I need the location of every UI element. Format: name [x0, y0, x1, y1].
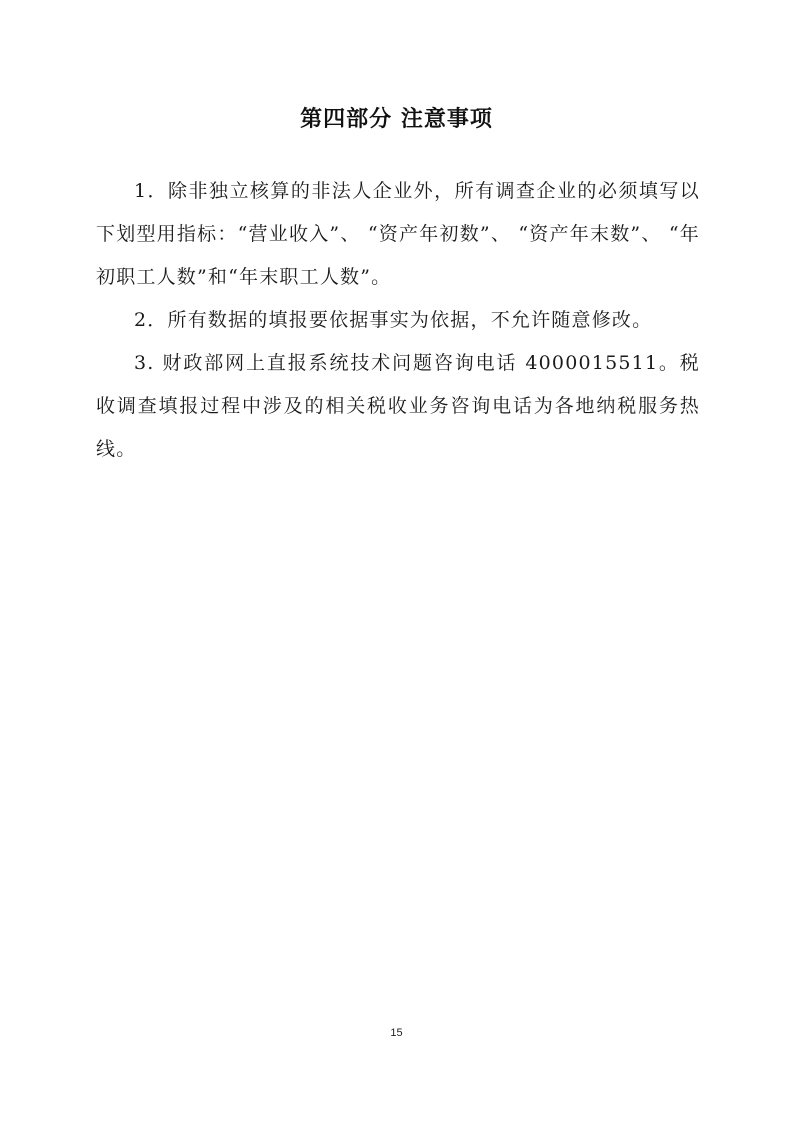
- page-title: 第四部分 注意事项: [300, 107, 493, 132]
- note-item-1: 1．除非独立核算的非法人企业外，所有调查企业的必须填写以下划型用指标：“营业收入”、 “资产年初数”、 “资产年末数”、 “年初职工人数”和“年末职工人数”。: [96, 180, 700, 288]
- page-number: 15: [390, 1027, 403, 1039]
- note-item-2: 2．所有数据的填报要依据事实为依据，不允许随意修改。: [134, 309, 653, 331]
- note-item-3: 3. 财政部网上直报系统技术问题咨询电话 4000015511。税收调查填报过程中涉及的相关税收业务咨询电话为各地纳税服务热线。: [96, 352, 700, 460]
- notes-body: [96, 170, 700, 471]
